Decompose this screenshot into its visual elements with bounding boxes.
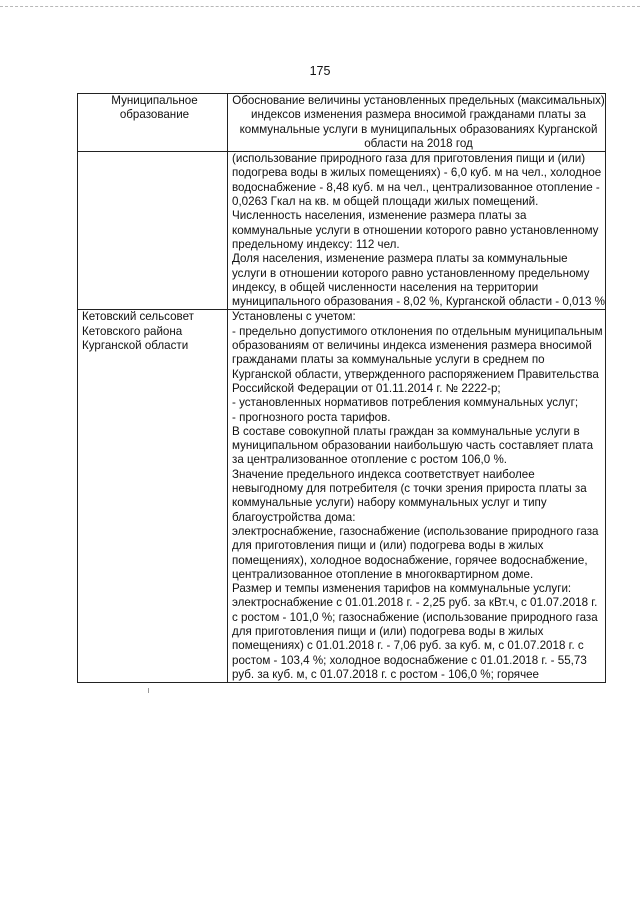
- page-number: 175: [309, 64, 331, 78]
- table-header-row: [78, 94, 606, 152]
- continuation-municipality-cell: [78, 152, 228, 310]
- table-row-continuation: [78, 152, 606, 310]
- paragraph: Численность населения, изменение размера платы за коммунальные услуги в отношении которого равно установленному предельному индексу: 112 чел.: [232, 209, 599, 251]
- paragraph: - прогнозного роста тарифов.: [232, 410, 391, 424]
- ketovsky-municipality-cell: [78, 310, 228, 683]
- top-dashed-rule: [0, 6, 640, 7]
- paragraph: электроснабжение с 01.01.2018 г. - 2,25 руб. за кВт.ч, с 01.07.2018 г. с ростом - 101,0 %; газоснабжение (использование природного газа для приготовления пищи и (или) подогрева воды в жилых помещениях) с 01.01.2018 г. - 7,06 руб. за куб. м, с 01.07.2018 г. с ростом - 103,4 %; холодное водоснабжение с 01.01.2018 г. - 55,73 руб. за куб. м, с 01.07.2018 г. с ростом - 106,0 %; горячее: [232, 596, 598, 681]
- continuation-text-cell: [228, 152, 606, 310]
- scan-mark: [148, 688, 149, 693]
- paragraph: (использование природного газа для приготовления пищи и (или) подогрева воды в жилых помещениях) - 6,0 куб. м на чел., холодное водоснабжение - 8,48 куб. м на чел., централизованное отопление - 0,0263 Гкал на кв. м общей площади жилых помещений.: [232, 152, 602, 209]
- paragraph: - установленных нормативов потребления коммунальных услуг;: [232, 396, 579, 410]
- municipality-line: Кетовского района: [82, 324, 183, 338]
- paragraph: В составе совокупной платы граждан за коммунальные услуги в муниципальном образовании наибольшую часть составляет плата за централизованное отопление с ростом 106,0 %.: [232, 424, 594, 467]
- header-municipality: Муниципальное образование: [78, 94, 228, 152]
- municipality-line: Курганской области: [82, 339, 189, 353]
- header-justification: Обоснование величины установленных предельных (максимальных) индексов изменения размера вносимой гражданами платы за коммунальные услуги в муниципальных образованиях Курганской области на 2018 год: [228, 94, 606, 152]
- paragraph: электроснабжение, газоснабжение (использование природного газа для приготовления пищи и (или) подогрева воды в жилых помещениях), холодное водоснабжение, горячее водоснабжение, централизованное отопление в многоквартирном доме.: [232, 524, 599, 581]
- tariff-justification-table: [77, 93, 606, 683]
- table-row-ketovsky: [78, 310, 606, 683]
- municipality-line: Кетовский сельсовет: [82, 310, 194, 324]
- paragraph: Доля населения, изменение размера платы за коммунальные услуги в отношении которого равно установленному предельному индексу, в общей численности населения на территории муниципального образования - 8,02 %, Курганской области - 0,013 %: [232, 252, 605, 309]
- paragraph: Значение предельного индекса соответствует наиболее невыгодному для потребителя (с точки зрения прироста платы за коммунальные услуги) набору коммунальных услуг и типу благоустройства дома:: [232, 467, 587, 524]
- paragraph: - предельно допустимого отклонения по отдельным муниципальным образованиям от величины индекса изменения размера вносимой гражданами платы за коммунальные услуги в среднем по Курганской области, утвержденного распоряжением Правительства Российской Федерации от 01.11.2014 г. № 2222-р;: [232, 324, 603, 395]
- paragraph: Размер и темпы изменения тарифов на коммунальные услуги:: [232, 582, 572, 596]
- ketovsky-text-cell: [228, 310, 606, 683]
- paragraph: Установлены с учетом:: [232, 310, 356, 324]
